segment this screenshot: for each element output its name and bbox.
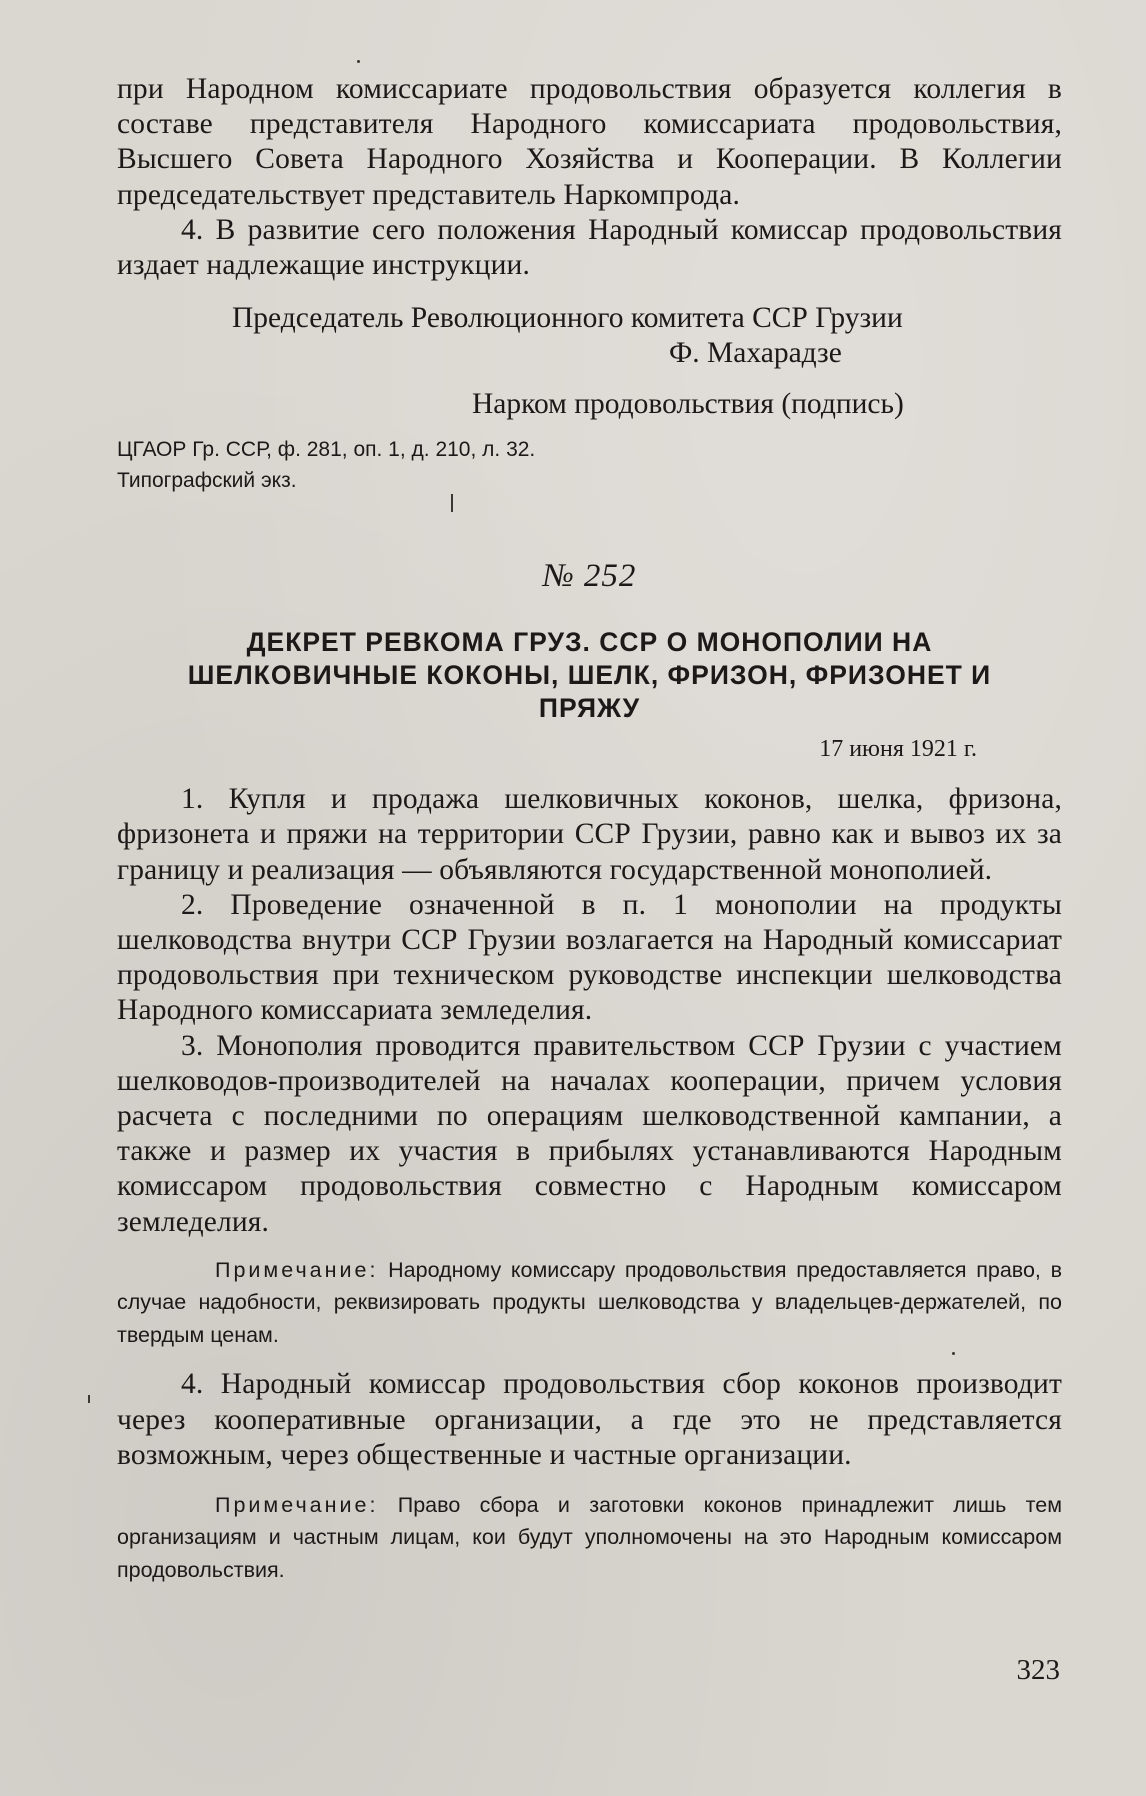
document-number: № 252 (542, 558, 637, 595)
item-3: 3. Монополия проводится правительством ССР Грузии с участием шелководов-производителей на началах кооперации, причем условия расчета с последними по операциям шелководственной кампании, а также и размер их участия в прибылях устанавливаются Народным комиссаром продовольствия совместно с Народным комиссаром земледелия. (117, 1029, 1062, 1238)
document-title: ДЕКРЕТ РЕВКОМА ГРУЗ. ССР О МОНОПОЛИИ НА ШЕЛКОВИЧНЫЕ КОКОНЫ, ШЕЛК, ФРИЗОН, ФРИЗОНЕТ И ПРЯЖУ (187, 627, 992, 724)
scan-speck (952, 1352, 955, 1355)
signature-narkom: Нарком продовольствия (подпись) (472, 388, 904, 421)
item-2: 2. Проведение означенной в п. 1 монополии на продукты шелководства внутри ССР Грузии возлагается на Народный комиссариат продовольствия при техническом руководстве инспекции шелководства Народного комиссариата земледелия. (117, 888, 1062, 1027)
signature-chairman-name: Ф. Махарадзе (669, 337, 842, 370)
note-2 (117, 1489, 1062, 1587)
note-1-text: Народному комиссару продовольствия предоставляется право, в случае надобности, реквизировать продукты шелководства у владельцев-держателей, по твердым ценам. (117, 1257, 1062, 1347)
scan-speck (357, 60, 360, 63)
scan-speck (451, 494, 453, 512)
archive-reference: ЦГАОР Гр. ССР, ф. 281, оп. 1, д. 210, л. 32. (117, 438, 536, 462)
continuation-paragraph: при Народном комиссариате продовольствия образуется коллегия в составе представителя Народного комиссариата продовольствия, Высшего Совета Народного Хозяйства и Кооперации. В Коллегии председательствует представитель Наркомпрода. (117, 73, 1062, 211)
note-1-lead: Примечание: (215, 1257, 379, 1282)
note-1 (117, 1254, 1062, 1352)
archive-copy-note: Типографский экз. (117, 469, 297, 493)
item-1: 1. Купля и продажа шелковичных коконов, шелка, фризона, фризонета и пряжи на территории ССР Грузии, равно как и вывоз их за границу и реализация — объявляются государственной монополией. (117, 783, 1062, 886)
text-column (117, 72, 1062, 1586)
previous-item-4: 4. В развитие сего положения Народный комиссар продовольствия издает надлежащие инструкции. (117, 213, 1062, 282)
note-2-text: Право сбора и заготовки коконов принадлежит лишь тем организациям и частным лицам, кои будут уполномочены на это Народным комиссаром продовольствия. (117, 1492, 1062, 1582)
page-number: 323 (1016, 1654, 1060, 1686)
scan-speck (88, 1395, 90, 1403)
note-2-lead: Примечание: (215, 1492, 379, 1517)
signature-chairman-title: Председатель Революционного комитета ССР Грузии (232, 302, 903, 335)
document-date: 17 июня 1921 г. (819, 736, 977, 763)
item-4: 4. Народный комиссар продовольствия сбор коконов производит через кооперативные организации, а где это не представляется возможным, через общественные и частные организации. (117, 1368, 1062, 1471)
